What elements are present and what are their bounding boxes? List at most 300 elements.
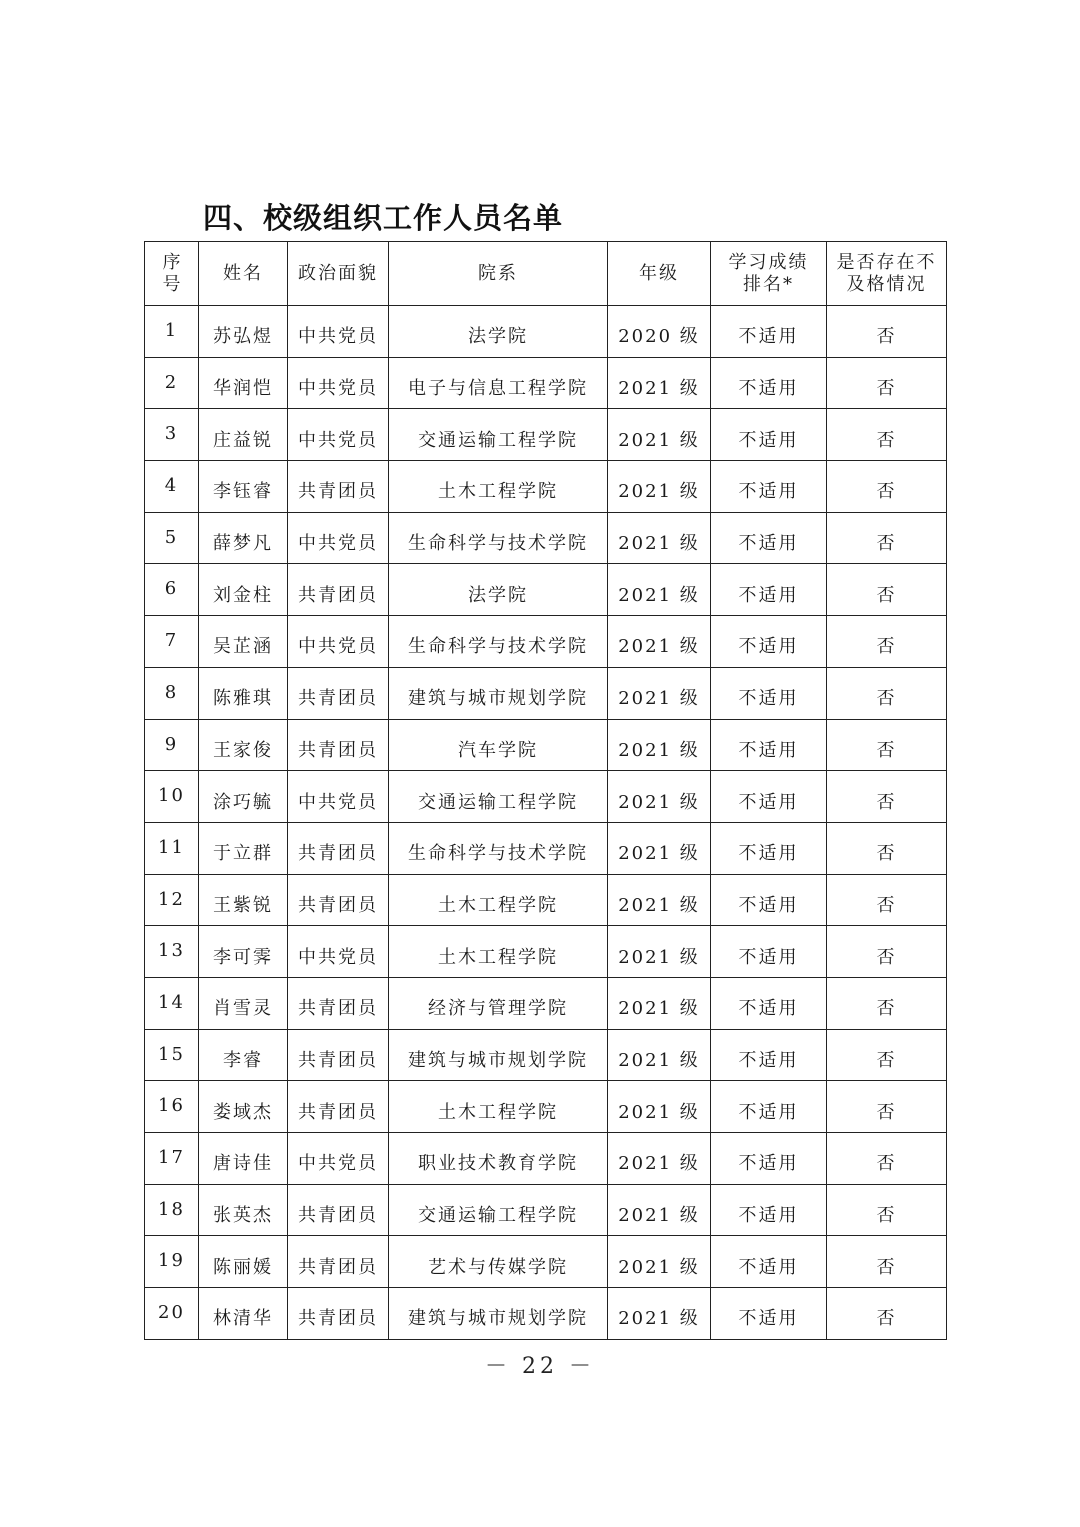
- row-political-status: 共青团员: [298, 843, 378, 865]
- row-name-cell: [199, 1184, 288, 1236]
- row-grade: 2021 级: [618, 894, 700, 916]
- row-academic-ranking: 不适用: [738, 481, 799, 503]
- row-grade-cell: [608, 926, 711, 978]
- row-department-cell: [389, 822, 608, 874]
- row-academic-ranking-cell: [711, 667, 827, 719]
- header-index: 序号: [145, 242, 199, 306]
- row-political-status-cell: [288, 461, 389, 513]
- row-name-cell: [199, 822, 288, 874]
- row-grade-cell: [608, 357, 711, 409]
- row-department-cell: [389, 564, 608, 616]
- row-grade-cell: [608, 667, 711, 719]
- row-grade: 2021 级: [618, 429, 700, 451]
- row-academic-ranking-cell: [711, 512, 827, 564]
- row-academic-ranking: 不适用: [738, 688, 799, 710]
- row-index: 10: [158, 785, 185, 807]
- row-index: 13: [158, 940, 185, 962]
- row-department-cell: [389, 1288, 608, 1340]
- row-name: 庄益锐: [213, 429, 273, 451]
- row-name: 张英杰: [213, 1205, 273, 1227]
- header-failing-status: 是否存在不及格情况: [827, 242, 947, 306]
- table-row: [145, 977, 947, 1029]
- row-failing-status-cell: [827, 616, 947, 668]
- row-failing-status-cell: [827, 1133, 947, 1185]
- row-name: 陈雅琪: [213, 688, 273, 710]
- table-row: [145, 306, 947, 358]
- row-political-status-cell: [288, 667, 389, 719]
- row-academic-ranking-cell: [711, 719, 827, 771]
- row-name: 娄域杰: [213, 1101, 273, 1123]
- row-failing-status: 否: [876, 791, 897, 813]
- row-failing-status: 否: [876, 1256, 897, 1278]
- table-row: [145, 822, 947, 874]
- row-political-status: 中共党员: [298, 533, 378, 555]
- header-academic-ranking: 学习成绩排名*: [711, 242, 827, 306]
- row-department: 生命科学与技术学院: [408, 533, 588, 555]
- section-title: 四、校级组织工作人员名单: [203, 201, 564, 235]
- row-grade-cell: [608, 977, 711, 1029]
- row-academic-ranking-cell: [711, 1133, 827, 1185]
- row-political-status-cell: [288, 822, 389, 874]
- header-department: 院系: [389, 242, 608, 306]
- row-political-status: 共青团员: [298, 688, 378, 710]
- row-academic-ranking: 不适用: [738, 1049, 799, 1071]
- row-failing-status-cell: [827, 357, 947, 409]
- table-row: [145, 512, 947, 564]
- row-department-cell: [389, 409, 608, 461]
- row-department-cell: [389, 771, 608, 823]
- row-academic-ranking: 不适用: [738, 1101, 799, 1123]
- row-failing-status-cell: [827, 461, 947, 513]
- row-department-cell: [389, 719, 608, 771]
- row-academic-ranking: 不适用: [738, 1308, 799, 1330]
- row-grade: 2021 级: [618, 1205, 700, 1227]
- row-failing-status-cell: [827, 1081, 947, 1133]
- row-department: 职业技术教育学院: [418, 1153, 578, 1175]
- row-name-cell: [199, 1133, 288, 1185]
- row-grade-cell: [608, 1288, 711, 1340]
- row-department-cell: [389, 357, 608, 409]
- row-political-status: 共青团员: [298, 1205, 378, 1227]
- header-political-status: 政治面貌: [288, 242, 389, 306]
- table-row: [145, 1236, 947, 1288]
- row-failing-status-cell: [827, 564, 947, 616]
- row-index: 3: [164, 423, 179, 445]
- row-failing-status: 否: [876, 636, 897, 658]
- row-index: 7: [164, 630, 179, 652]
- table-row: [145, 409, 947, 461]
- row-department-cell: [389, 1236, 608, 1288]
- row-department-cell: [389, 874, 608, 926]
- row-index-cell: [145, 719, 199, 771]
- row-political-status: 共青团员: [298, 894, 378, 916]
- row-political-status: 中共党员: [298, 429, 378, 451]
- row-name: 肖雪灵: [213, 998, 273, 1020]
- row-index-cell: [145, 1029, 199, 1081]
- row-academic-ranking-cell: [711, 1184, 827, 1236]
- row-academic-ranking: 不适用: [738, 1256, 799, 1278]
- row-department: 土木工程学院: [438, 946, 558, 968]
- row-name-cell: [199, 1081, 288, 1133]
- row-political-status: 共青团员: [298, 1049, 378, 1071]
- row-department: 艺术与传媒学院: [428, 1256, 568, 1278]
- row-grade-cell: [608, 564, 711, 616]
- table-row: [145, 1133, 947, 1185]
- row-name-cell: [199, 461, 288, 513]
- row-name: 陈丽媛: [213, 1256, 273, 1278]
- row-index: 16: [158, 1095, 185, 1117]
- table-row: [145, 874, 947, 926]
- row-name-cell: [199, 512, 288, 564]
- row-failing-status: 否: [876, 688, 897, 710]
- row-name: 华润恺: [213, 378, 273, 400]
- row-index: 4: [164, 475, 179, 497]
- row-department-cell: [389, 1029, 608, 1081]
- row-academic-ranking-cell: [711, 306, 827, 358]
- row-political-status: 共青团员: [298, 481, 378, 503]
- row-name: 李钰睿: [213, 481, 273, 503]
- row-department: 生命科学与技术学院: [408, 843, 588, 865]
- row-name-cell: [199, 616, 288, 668]
- row-political-status: 共青团员: [298, 1256, 378, 1278]
- table-row: [145, 719, 947, 771]
- row-name: 苏弘煜: [213, 326, 273, 348]
- row-political-status-cell: [288, 1133, 389, 1185]
- row-index: 8: [164, 681, 179, 703]
- row-department-cell: [389, 977, 608, 1029]
- row-index: 18: [158, 1198, 185, 1220]
- row-failing-status: 否: [876, 946, 897, 968]
- row-academic-ranking: 不适用: [738, 533, 799, 555]
- row-grade: 2021 级: [618, 1256, 700, 1278]
- row-academic-ranking: 不适用: [738, 739, 799, 761]
- table-row: [145, 461, 947, 513]
- row-political-status: 中共党员: [298, 1153, 378, 1175]
- staff-roster-table: [144, 241, 947, 1340]
- row-political-status-cell: [288, 512, 389, 564]
- row-academic-ranking: 不适用: [738, 998, 799, 1020]
- row-political-status: 中共党员: [298, 946, 378, 968]
- row-index: 19: [158, 1250, 185, 1272]
- row-grade-cell: [608, 1133, 711, 1185]
- row-department: 建筑与城市规划学院: [408, 688, 588, 710]
- row-name: 王家俊: [213, 739, 273, 761]
- row-failing-status: 否: [876, 1101, 897, 1123]
- row-name: 王紫锐: [213, 894, 273, 916]
- page-number: － 22 －: [485, 1354, 595, 1379]
- row-political-status: 中共党员: [298, 378, 378, 400]
- row-grade-cell: [608, 306, 711, 358]
- row-name-cell: [199, 306, 288, 358]
- row-academic-ranking-cell: [711, 822, 827, 874]
- row-academic-ranking-cell: [711, 1236, 827, 1288]
- row-name: 涂巧毓: [213, 791, 273, 813]
- row-index-cell: [145, 1081, 199, 1133]
- row-political-status: 共青团员: [298, 739, 378, 761]
- row-political-status-cell: [288, 1029, 389, 1081]
- row-name-cell: [199, 564, 288, 616]
- row-academic-ranking-cell: [711, 357, 827, 409]
- row-index: 20: [158, 1302, 185, 1324]
- row-failing-status: 否: [876, 843, 897, 865]
- table-row: [145, 1184, 947, 1236]
- row-department-cell: [389, 512, 608, 564]
- row-grade-cell: [608, 1236, 711, 1288]
- row-failing-status: 否: [876, 429, 897, 451]
- row-index: 2: [164, 371, 179, 393]
- table-row: [145, 926, 947, 978]
- row-name-cell: [199, 1288, 288, 1340]
- row-department: 土木工程学院: [438, 894, 558, 916]
- row-department: 电子与信息工程学院: [408, 378, 588, 400]
- row-failing-status-cell: [827, 512, 947, 564]
- row-index-cell: [145, 667, 199, 719]
- row-grade: 2021 级: [618, 1101, 700, 1123]
- row-academic-ranking: 不适用: [738, 791, 799, 813]
- row-grade-cell: [608, 874, 711, 926]
- row-grade-cell: [608, 512, 711, 564]
- row-grade-cell: [608, 822, 711, 874]
- row-name-cell: [199, 719, 288, 771]
- table-row: [145, 667, 947, 719]
- row-academic-ranking-cell: [711, 1288, 827, 1340]
- row-department-cell: [389, 1133, 608, 1185]
- row-name-cell: [199, 926, 288, 978]
- row-grade: 2020 级: [618, 326, 700, 348]
- row-grade: 2021 级: [618, 688, 700, 710]
- row-failing-status: 否: [876, 1153, 897, 1175]
- row-name-cell: [199, 977, 288, 1029]
- row-department-cell: [389, 667, 608, 719]
- row-grade-cell: [608, 616, 711, 668]
- row-index-cell: [145, 512, 199, 564]
- row-grade: 2021 级: [618, 533, 700, 555]
- header-grade: 年级: [608, 242, 711, 306]
- row-index: 1: [164, 320, 179, 341]
- row-grade: 2021 级: [618, 481, 700, 503]
- row-grade-cell: [608, 771, 711, 823]
- row-index-cell: [145, 977, 199, 1029]
- row-failing-status: 否: [876, 326, 897, 348]
- row-index-cell: [145, 306, 199, 358]
- row-name: 薛梦凡: [213, 533, 273, 555]
- row-political-status-cell: [288, 771, 389, 823]
- row-grade: 2021 级: [618, 998, 700, 1020]
- row-academic-ranking: 不适用: [738, 1153, 799, 1175]
- row-department-cell: [389, 616, 608, 668]
- row-grade: 2021 级: [618, 1049, 700, 1071]
- row-failing-status: 否: [876, 533, 897, 555]
- row-academic-ranking-cell: [711, 977, 827, 1029]
- row-index-cell: [145, 1184, 199, 1236]
- row-political-status-cell: [288, 874, 389, 926]
- row-name-cell: [199, 1029, 288, 1081]
- row-name: 林清华: [213, 1308, 273, 1330]
- row-grade: 2021 级: [618, 843, 700, 865]
- row-political-status-cell: [288, 564, 389, 616]
- row-name: 李可霁: [213, 946, 273, 968]
- row-department-cell: [389, 1081, 608, 1133]
- row-failing-status: 否: [876, 1205, 897, 1227]
- row-academic-ranking-cell: [711, 409, 827, 461]
- row-department-cell: [389, 461, 608, 513]
- row-political-status-cell: [288, 1288, 389, 1340]
- row-index-cell: [145, 822, 199, 874]
- row-name-cell: [199, 357, 288, 409]
- table-row: [145, 564, 947, 616]
- row-department-cell: [389, 926, 608, 978]
- row-grade-cell: [608, 719, 711, 771]
- table-row: [145, 357, 947, 409]
- row-academic-ranking: 不适用: [738, 843, 799, 865]
- row-academic-ranking-cell: [711, 771, 827, 823]
- row-failing-status-cell: [827, 409, 947, 461]
- row-index-cell: [145, 616, 199, 668]
- row-academic-ranking-cell: [711, 461, 827, 513]
- header-name: 姓名: [199, 242, 288, 306]
- row-political-status-cell: [288, 616, 389, 668]
- row-political-status: 共青团员: [298, 584, 378, 606]
- row-index-cell: [145, 926, 199, 978]
- table-row: [145, 616, 947, 668]
- row-academic-ranking-cell: [711, 564, 827, 616]
- row-political-status-cell: [288, 719, 389, 771]
- row-index-cell: [145, 564, 199, 616]
- row-grade: 2021 级: [618, 584, 700, 606]
- row-index: 17: [158, 1147, 185, 1168]
- row-academic-ranking-cell: [711, 1081, 827, 1133]
- row-political-status: 中共党员: [298, 326, 378, 348]
- table-header-row: [145, 242, 947, 306]
- row-political-status-cell: [288, 409, 389, 461]
- row-index: 14: [158, 991, 185, 1013]
- row-failing-status: 否: [876, 1049, 897, 1071]
- row-failing-status-cell: [827, 719, 947, 771]
- row-department: 生命科学与技术学院: [408, 636, 588, 658]
- row-index: 6: [164, 578, 179, 600]
- table-row: [145, 1081, 947, 1133]
- row-grade: 2021 级: [618, 791, 700, 813]
- row-grade-cell: [608, 409, 711, 461]
- row-department: 建筑与城市规划学院: [408, 1308, 588, 1330]
- row-failing-status: 否: [876, 584, 897, 606]
- row-failing-status: 否: [876, 894, 897, 916]
- row-political-status-cell: [288, 977, 389, 1029]
- row-index-cell: [145, 357, 199, 409]
- row-index: 5: [164, 526, 179, 548]
- row-failing-status: 否: [876, 378, 897, 400]
- row-failing-status-cell: [827, 1029, 947, 1081]
- row-grade-cell: [608, 1081, 711, 1133]
- row-index: 12: [158, 888, 185, 910]
- table-body: [145, 306, 947, 1340]
- row-name-cell: [199, 771, 288, 823]
- row-academic-ranking-cell: [711, 1029, 827, 1081]
- row-political-status-cell: [288, 926, 389, 978]
- row-department: 土木工程学院: [438, 1101, 558, 1123]
- row-academic-ranking-cell: [711, 616, 827, 668]
- row-political-status: 中共党员: [298, 791, 378, 813]
- row-department: 交通运输工程学院: [418, 791, 578, 813]
- row-index-cell: [145, 874, 199, 926]
- row-failing-status-cell: [827, 1184, 947, 1236]
- row-department: 法学院: [468, 584, 528, 606]
- row-failing-status: 否: [876, 739, 897, 761]
- row-grade-cell: [608, 1184, 711, 1236]
- row-grade-cell: [608, 1029, 711, 1081]
- row-political-status: 中共党员: [298, 636, 378, 658]
- row-grade-cell: [608, 461, 711, 513]
- row-failing-status: 否: [876, 1308, 897, 1330]
- row-grade: 2021 级: [618, 1153, 700, 1175]
- row-failing-status-cell: [827, 1288, 947, 1340]
- row-failing-status-cell: [827, 771, 947, 823]
- table-row: [145, 771, 947, 823]
- row-department: 土木工程学院: [438, 481, 558, 503]
- row-index-cell: [145, 771, 199, 823]
- row-index-cell: [145, 461, 199, 513]
- row-department-cell: [389, 1184, 608, 1236]
- row-index: 15: [158, 1043, 185, 1065]
- row-department: 法学院: [468, 326, 528, 348]
- row-grade: 2021 级: [618, 739, 700, 761]
- row-name: 吴芷涵: [213, 636, 273, 658]
- row-academic-ranking: 不适用: [738, 429, 799, 451]
- row-name: 唐诗佳: [213, 1153, 273, 1175]
- row-political-status-cell: [288, 1236, 389, 1288]
- row-failing-status-cell: [827, 306, 947, 358]
- row-political-status: 共青团员: [298, 1101, 378, 1123]
- row-grade: 2021 级: [618, 636, 700, 658]
- row-failing-status: 否: [876, 998, 897, 1020]
- row-political-status: 共青团员: [298, 998, 378, 1020]
- table-row: [145, 1029, 947, 1081]
- row-grade: 2021 级: [618, 378, 700, 400]
- row-failing-status-cell: [827, 977, 947, 1029]
- row-department-cell: [389, 306, 608, 358]
- row-failing-status-cell: [827, 874, 947, 926]
- row-department: 汽车学院: [458, 739, 538, 761]
- row-academic-ranking: 不适用: [738, 1205, 799, 1227]
- row-academic-ranking-cell: [711, 874, 827, 926]
- row-failing-status-cell: [827, 1236, 947, 1288]
- row-index-cell: [145, 1236, 199, 1288]
- row-political-status-cell: [288, 306, 389, 358]
- row-grade: 2021 级: [618, 946, 700, 968]
- row-academic-ranking: 不适用: [738, 946, 799, 968]
- row-political-status-cell: [288, 357, 389, 409]
- row-name-cell: [199, 874, 288, 926]
- row-academic-ranking: 不适用: [738, 326, 799, 348]
- row-index-cell: [145, 1133, 199, 1185]
- row-academic-ranking: 不适用: [738, 584, 799, 606]
- row-name: 李睿: [223, 1049, 263, 1071]
- row-failing-status: 否: [876, 481, 897, 503]
- row-political-status-cell: [288, 1081, 389, 1133]
- table-row: [145, 1288, 947, 1340]
- row-failing-status-cell: [827, 926, 947, 978]
- row-name: 刘金柱: [213, 584, 273, 606]
- row-name-cell: [199, 409, 288, 461]
- row-department: 交通运输工程学院: [418, 1205, 578, 1227]
- row-academic-ranking: 不适用: [738, 636, 799, 658]
- row-name-cell: [199, 667, 288, 719]
- row-academic-ranking: 不适用: [738, 378, 799, 400]
- row-name: 于立群: [213, 843, 273, 865]
- row-failing-status-cell: [827, 667, 947, 719]
- row-failing-status-cell: [827, 822, 947, 874]
- row-name-cell: [199, 1236, 288, 1288]
